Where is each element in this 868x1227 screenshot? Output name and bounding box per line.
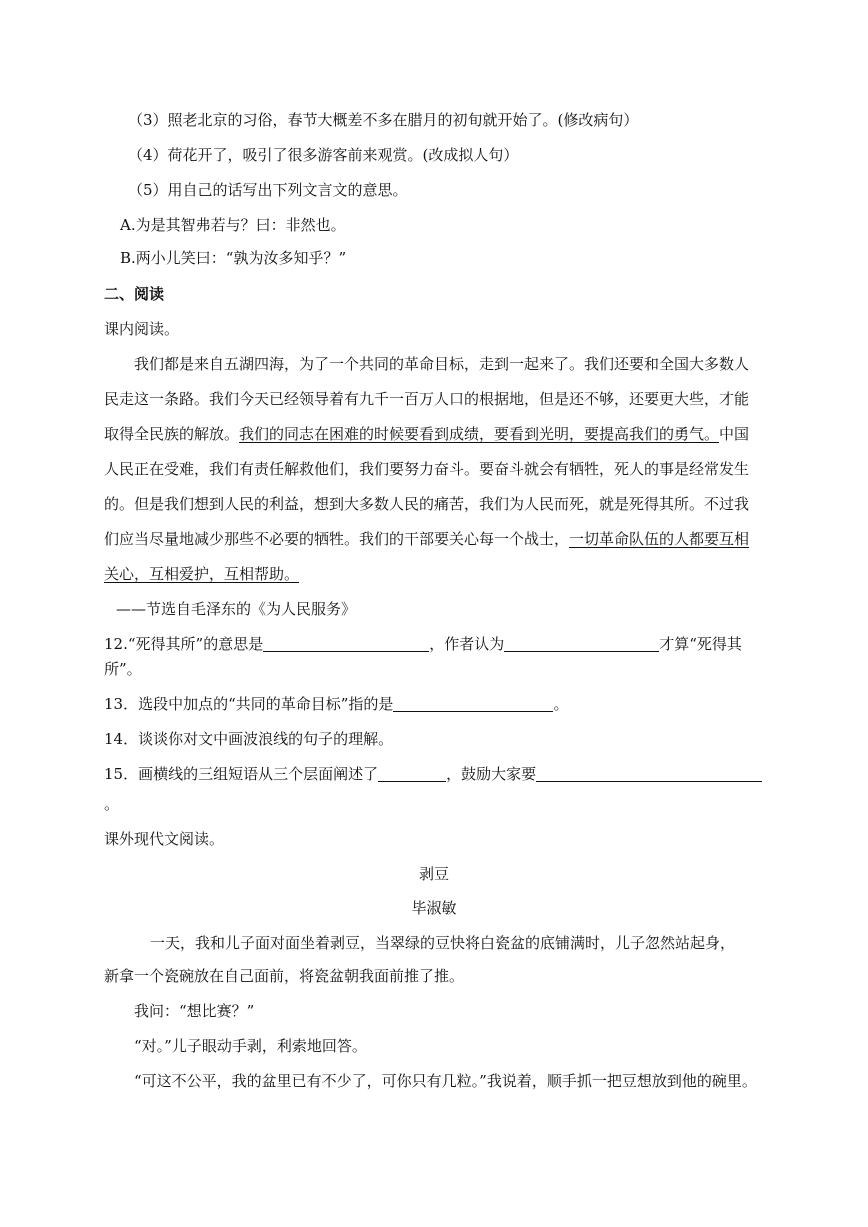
question-12-cont: 所”。 [104, 660, 142, 678]
question-text: 15．画横线的三组短语从三个层面阐述了 [104, 765, 379, 783]
story-author: 毕淑敏 [411, 899, 457, 917]
question-text: ，鼓励大家要 [446, 765, 537, 783]
story-paragraph-1: 一天，我和儿子面对面坐着剥豆，当翠绿的豆快将白瓷盆的底铺满时，儿子忽然站起身， [150, 934, 736, 952]
story-title: 剥豆 [418, 865, 449, 883]
question-text: 13．选段中加点的“共同的革命目标”指的是 [104, 695, 394, 713]
section-heading: 二、阅读 [104, 285, 165, 303]
question-12 [104, 634, 742, 654]
passage-line-7: 关心，互相爱护，互相帮助。 [104, 565, 300, 583]
answer-blank[interactable] [536, 765, 762, 782]
answer-blank[interactable] [504, 635, 659, 652]
classical-item-b: B.两小儿笑曰：“孰为汝多知乎？” [120, 249, 347, 267]
question-text: ，作者认为 [429, 635, 505, 653]
inclass-reading-label: 课内阅读。 [104, 320, 180, 338]
answer-blank[interactable] [393, 695, 553, 712]
underlined-sentence: 我们的同志在困难的时候要看到成绩，要看到光明，要提高我们的勇气。 [239, 425, 720, 443]
passage-text: 们应当尽量地减少那些不必要的牺牲。我们的干部要关心每一个战士， [104, 530, 570, 548]
extra-reading-label: 课外现代文阅读。 [104, 830, 225, 848]
question-4: （4）荷花开了，吸引了很多游客前来观赏。(改成拟人句） [128, 146, 519, 164]
answer-blank[interactable] [378, 765, 446, 782]
passage-text: 中国 [719, 425, 750, 443]
passage-line-1: 我们都是来自五湖四海，为了一个共同的革命目标，走到一起来了。我们还要和全国大多数人 [134, 355, 750, 373]
question-15-cont: 。 [104, 795, 120, 813]
question-text: 才算“死得其 [659, 635, 742, 653]
story-paragraph-3: “对。”儿子眼动手剥，利索地回答。 [134, 1037, 367, 1055]
question-14: 14．谈谈你对文中画波浪线的句子的理解。 [104, 730, 394, 748]
story-paragraph-1-cont: 新拿一个瓷碗放在自己面前，将瓷盆朝我面前推了推。 [104, 967, 465, 985]
story-paragraph-4: “可这不公平，我的盆里已有不少了，可你只有几粒。”我说着，顺手抓一把豆想放到他的碗里。 [134, 1072, 757, 1090]
underlined-phrase: 一切革命队伍的人都要互相 [569, 530, 750, 548]
passage-line-3 [104, 424, 749, 444]
question-3: （3）照老北京的习俗，春节大概差不多在腊月的初旬就开始了。(修改病句） [128, 111, 639, 129]
question-text: 12.“死得其所”的意思是 [104, 635, 264, 653]
passage-line-5: 的。但是我们想到人民的利益，想到大多数人民的痛苦，我们为人民而死，就是死得其所。不过我 [104, 495, 750, 513]
passage-line-6 [104, 529, 749, 549]
question-13 [104, 694, 568, 714]
question-text: 。 [553, 695, 569, 713]
classical-item-a: A.为是其智弗若与？曰：非然也。 [120, 216, 346, 234]
answer-blank[interactable] [263, 635, 429, 652]
passage-line-2: 民走这一条路。我们今天已经领导着有九千一百万人口的根据地，但是还不够，还要更大些，才能 [104, 390, 750, 408]
passage-line-4: 人民正在受难，我们有责任解救他们，我们要努力奋斗。要奋斗就会有牺牲，死人的事是经常发生 [104, 460, 750, 478]
passage-text: 取得全民族的解放。 [104, 425, 240, 443]
question-15 [104, 764, 762, 784]
passage-source: ——节选自毛泽东的《为人民服务》 [116, 600, 357, 618]
question-5: （5）用自己的话写出下列文言文的意思。 [128, 181, 408, 199]
story-paragraph-2: 我问：“想比赛？” [134, 1002, 255, 1020]
